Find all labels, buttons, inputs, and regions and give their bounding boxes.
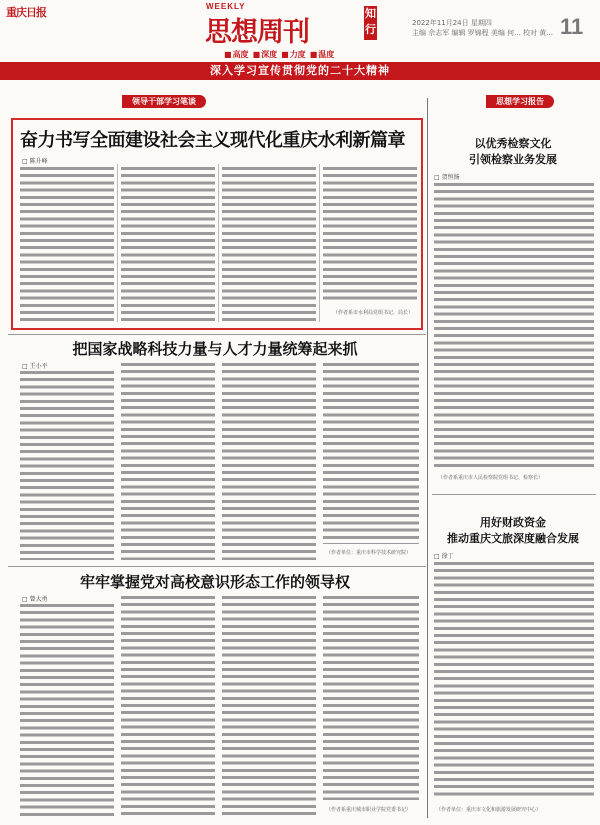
mid-column-1 [20, 370, 114, 560]
lead-headline: 奋力书写全面建设社会主义现代化重庆水利新篇章 [20, 130, 405, 151]
bottom-source: （作者系重庆城市职业学院党委书记） [326, 807, 412, 813]
right-bottom-source: （作者单位：重庆市文化和旅游发展研究中心） [436, 807, 542, 813]
tag-item: ■ 深度 [253, 49, 278, 60]
right-bottom-byline: □ 徐丁 [434, 553, 454, 560]
masthead-tags [224, 49, 334, 60]
right-bottom-headline-line1: 用好财政资金 [480, 516, 546, 529]
page-number: 11 [560, 14, 584, 39]
column-divider [218, 164, 219, 322]
weekly-label: WEEKLY [206, 2, 246, 11]
lead-column-4 [323, 166, 417, 304]
section-separator [8, 334, 426, 335]
bottom-byline: □ 曾大勇 [22, 596, 48, 603]
right-bottom-body [434, 561, 594, 797]
right-bottom-headline [432, 515, 594, 547]
mid-column-2 [121, 362, 215, 560]
lead-byline: □ 陈升峰 [22, 158, 48, 165]
tag-item: ■ 温度 [310, 49, 335, 60]
bottom-headline: 牢牢掌握党对高校意识形态工作的领导权 [79, 573, 350, 591]
mid-column-4 [323, 362, 419, 544]
column-divider [117, 164, 118, 322]
mid-byline: □ 王小平 [22, 363, 48, 370]
lead-source: （作者系市水利局党组书记、局长） [333, 310, 414, 316]
mid-source: （作者单位：重庆市科学技术研究院） [326, 550, 412, 556]
right-separator [432, 494, 596, 495]
right-top-source: （作者系重庆市人民检察院党组书记、检察长） [438, 475, 544, 481]
right-top-byline: □ 贺恒扬 [434, 174, 460, 181]
editor-credits: 主编 佘志军 编辑 罗锦程 美编 何... 校对 黄... [412, 29, 553, 37]
mid-column-3 [222, 362, 316, 560]
right-top-headline-line2: 引领检察业务发展 [469, 153, 557, 166]
right-bottom-headline-line2: 推动重庆文旅深度融合发展 [447, 532, 579, 545]
lead-column-2 [121, 166, 215, 322]
right-top-body [434, 182, 594, 470]
tag-item: ■ 力度 [281, 49, 306, 60]
main-divider [427, 98, 428, 818]
issue-date: 2022年11月24日 星期四 [412, 19, 492, 27]
right-section-label: 思想学习报告 [486, 95, 554, 108]
lead-column-1 [20, 166, 114, 322]
lead-column-3 [222, 166, 316, 322]
lead-section-label: 领导干部学习笔谈 [122, 95, 206, 108]
newspaper-logo: 重庆日报 [6, 6, 46, 19]
page-title: 思想周刊 [205, 17, 309, 48]
right-top-headline-line1: 以优秀检察文化 [474, 137, 552, 150]
bottom-column-3 [222, 595, 316, 817]
bottom-column-4 [323, 595, 419, 800]
theme-banner: 深入学习宣传贯彻党的二十大精神 [0, 62, 600, 80]
column-divider [319, 164, 320, 322]
bottom-column-1 [20, 603, 114, 817]
section-separator [8, 566, 426, 567]
bottom-column-2 [121, 595, 215, 817]
right-top-headline [432, 136, 594, 168]
tag-item: ■ 高度 [224, 49, 249, 60]
zhixing-badge: 知行 [364, 6, 377, 40]
mid-headline: 把国家战略科技力量与人才力量统筹起来抓 [72, 340, 358, 358]
